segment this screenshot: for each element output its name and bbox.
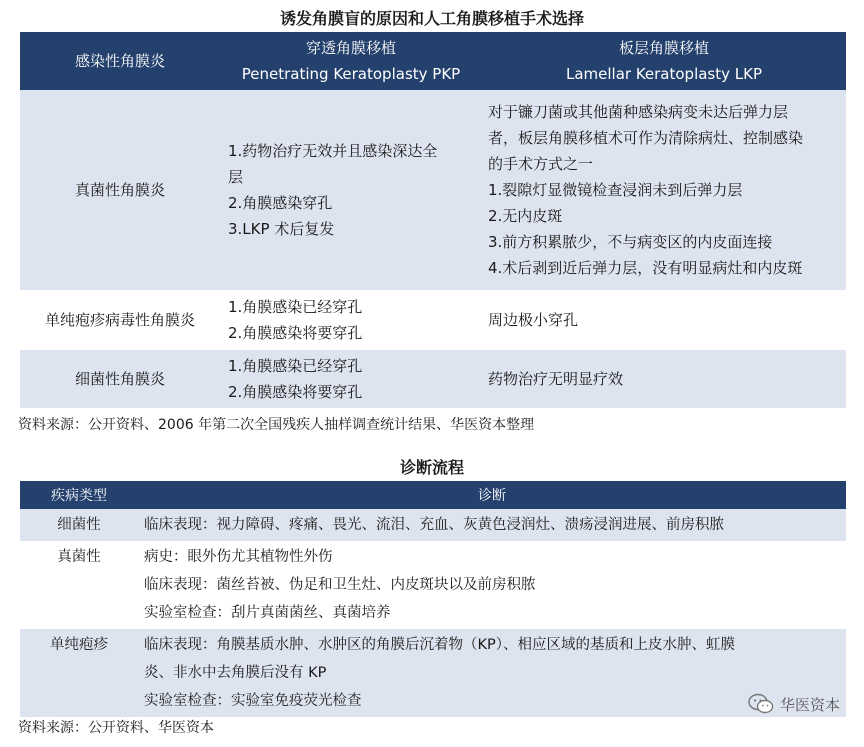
- wechat-icon: [748, 693, 774, 715]
- pkp-line: 1.角膜感染已经穿孔: [228, 357, 363, 375]
- diag-line: 临床表现：角膜基质水肿、水肿区的角膜后沉着物（KP）、相应区域的基质和上皮水肿、虹膜: [144, 637, 735, 653]
- header-infectious-keratitis: 感染性角膜炎: [20, 32, 220, 90]
- row-bacterial-pkp: [220, 350, 482, 408]
- row-hsv-pkp: [220, 290, 482, 350]
- row-bacterial-lkp: [482, 350, 846, 408]
- diag-bacterial: [138, 509, 846, 541]
- lkp-line: 1.裂隙灯显微镜检查浸润未到后弹力层: [488, 181, 743, 199]
- table-row: [20, 90, 846, 290]
- diag-line: 临床表现：菌丝苔被、伪足和卫生灶、内皮斑块以及前房积脓: [144, 577, 536, 593]
- lkp-line: 3.前方积累脓少，不与病变区的内皮面连接: [488, 233, 773, 251]
- table-row: [20, 541, 846, 629]
- header-lkp-cn: 板层角膜移植: [618, 39, 709, 57]
- keratoplasty-table: [20, 32, 846, 408]
- pkp-line: 2.角膜感染穿孔: [228, 194, 333, 212]
- lkp-line: 周边极小穿孔: [488, 311, 579, 329]
- lkp-line: 者，板层角膜移植术可作为清除病灶、控制感染: [488, 129, 804, 147]
- table1-title: 诱发角膜盲的原因和人工角膜移植手术选择: [279, 9, 584, 28]
- row-fungal-lkp: [482, 90, 846, 290]
- pkp-line: 2.角膜感染将要穿孔: [228, 383, 363, 401]
- header-pkp-en: Penetrating Keratoplasty PKP: [241, 65, 461, 83]
- diag-line: 实验室检查：刮片真菌菌丝、真菌培养: [144, 605, 391, 621]
- diag-line: 实验室检查：实验室免疫荧光检查: [144, 693, 362, 709]
- diag-type-hsv: 单纯疱疹: [20, 629, 138, 717]
- lkp-line: 2.无内皮斑: [488, 207, 563, 225]
- watermark-text: 华医资本: [779, 695, 840, 714]
- diag-hsv: [138, 629, 846, 717]
- table-row: [20, 350, 846, 408]
- table-row: [20, 629, 846, 717]
- row-type-fungal: 真菌性角膜炎: [20, 90, 220, 290]
- pkp-line: 1.角膜感染已经穿孔: [228, 298, 363, 316]
- pkp-line: 层: [228, 168, 244, 186]
- row-type-bacterial: 细菌性角膜炎: [20, 350, 220, 408]
- diag-line: 病史：眼外伤尤其植物性外伤: [144, 549, 333, 565]
- diag-line: 炎、非水中去角膜后没有 KP: [144, 665, 327, 681]
- diag-fungal: [138, 541, 846, 629]
- lkp-line: 药物治疗无明显疗效: [488, 370, 624, 388]
- diag-type-fungal: 真菌性: [20, 541, 138, 629]
- row-fungal-pkp: [220, 90, 482, 290]
- table-row: [20, 509, 846, 541]
- lkp-line: 对于镰刀菌或其他菌种感染病变未达后弹力层: [488, 103, 789, 121]
- row-type-hsv: 单纯疱疹病毒性角膜炎: [20, 290, 220, 350]
- header-disease-type: 疾病类型: [20, 481, 138, 509]
- header-lkp-en: Lamellar Keratoplasty LKP: [565, 65, 763, 83]
- header-lkp: [482, 32, 846, 90]
- table-row: [20, 290, 846, 350]
- table2-source: 资料来源：公开资料、华医资本: [18, 720, 214, 736]
- table1-header-row: [20, 32, 846, 90]
- row-hsv-lkp: [482, 290, 846, 350]
- diagnosis-table: [20, 481, 846, 717]
- table2-title: 诊断流程: [399, 458, 464, 477]
- header-pkp-cn: 穿透角膜移植: [305, 39, 396, 57]
- table1-source: 资料来源：公开资料、2006 年第二次全国残疾人抽样调查统计结果、华医资本整理: [18, 417, 535, 433]
- watermark: [748, 693, 840, 715]
- pkp-line: 1.药物治疗无效并且感染深达全: [228, 142, 438, 160]
- lkp-line: 的手术方式之一: [488, 155, 594, 173]
- pkp-line: 3.LKP 术后复发: [228, 220, 335, 238]
- diag-line: 临床表现：视力障碍、疼痛、畏光、流泪、充血、灰黄色浸润灶、溃疡浸润进展、前房积脓: [144, 517, 724, 533]
- pkp-line: 2.角膜感染将要穿孔: [228, 324, 363, 342]
- header-pkp: [220, 32, 482, 90]
- header-diagnosis: 诊断: [138, 481, 846, 509]
- diag-type-bacterial: 细菌性: [20, 509, 138, 541]
- table2-header-row: [20, 481, 846, 509]
- lkp-line: 4.术后剥到近后弹力层，没有明显病灶和内皮斑: [488, 259, 803, 277]
